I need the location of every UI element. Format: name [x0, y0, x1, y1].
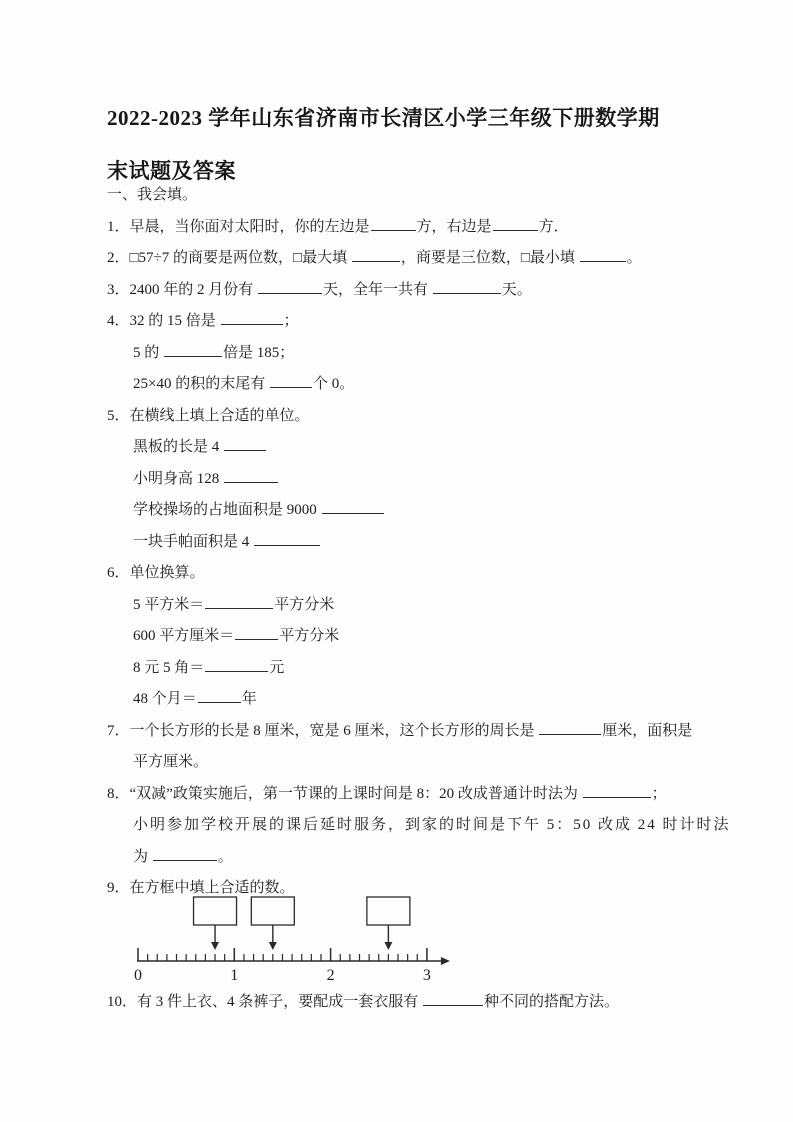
- text-segment: ，商要是三位数，□最小填: [400, 250, 579, 266]
- question-5-item-1: [107, 432, 707, 464]
- question-7-line-1: [107, 716, 707, 748]
- answer-blank: [493, 217, 538, 231]
- text-segment: 倍是 185；: [223, 344, 295, 361]
- answer-blank: [371, 217, 416, 231]
- answer-blank: [153, 847, 217, 861]
- text-segment: ；: [651, 785, 667, 802]
- answer-blank: [224, 437, 266, 451]
- question-6-item-3: [107, 653, 707, 685]
- text-segment: 9．在方框中填上合适的数。: [107, 880, 295, 896]
- fill-in-box: [367, 897, 410, 925]
- text-segment: 6．单位换算。: [107, 565, 205, 581]
- text-segment: 4．32 的 15 倍是: [107, 313, 220, 329]
- text-segment: ；: [283, 313, 299, 329]
- answer-blank: [205, 658, 268, 672]
- answer-blank: [164, 343, 222, 357]
- text-segment: 方．: [538, 218, 569, 235]
- text-segment: 小明身高 128: [133, 470, 224, 487]
- question-8-line-2: [107, 810, 731, 842]
- answer-blank: [198, 689, 241, 703]
- text-segment: 2．□57÷7 的商要是两位数，□最大填: [107, 250, 351, 266]
- answer-blank: [205, 595, 273, 609]
- text-segment: 。: [217, 848, 233, 865]
- answer-blank: [423, 992, 483, 1006]
- answer-blank: [224, 469, 278, 483]
- text-segment: 10．有 3 件上衣、4 条裤子，要配成一套衣服有: [107, 993, 423, 1010]
- text-segment: 8 元 5 角＝: [133, 659, 205, 676]
- title-line-2: 末试题及答案: [107, 159, 236, 183]
- question-4-line-2: [107, 338, 707, 370]
- answer-blank: [433, 280, 501, 294]
- question-5-item-2: [107, 464, 707, 496]
- question-2: [107, 243, 707, 275]
- text-segment: 小明参加学校开展的课后延时服务，到家的时间是下午 5：50 改成 24 时计时法: [133, 817, 731, 833]
- text-segment: 5 平方米＝: [133, 596, 205, 613]
- text-segment: 黑板的长是 4: [133, 439, 224, 455]
- question-5: [107, 401, 707, 433]
- text-segment: 种不同的搭配方法。: [484, 993, 620, 1010]
- text-segment: 平方厘米。: [133, 754, 209, 770]
- answer-blank: [235, 626, 278, 640]
- answer-blank: [539, 721, 601, 735]
- text-segment: 48 个月＝: [133, 691, 197, 707]
- text-segment: 一块手帕面积是 4: [133, 533, 254, 550]
- text-segment: 一、我会填。: [107, 187, 198, 203]
- text-segment: 个 0。: [312, 376, 355, 392]
- text-segment: 8．“双减”政策实施后，第一节课的上课时间是 8：20 改成普通计时法为: [107, 785, 582, 802]
- question-8-line-3: [107, 842, 707, 874]
- text-segment: 为: [133, 848, 152, 865]
- text-segment: 600 平方厘米＝: [133, 628, 235, 644]
- question-6-item-2: [107, 621, 707, 653]
- question-1: [107, 212, 707, 244]
- number-line-svg: [128, 896, 463, 987]
- text-segment: 厘米，面积是: [602, 722, 693, 739]
- text-segment: 平方分米: [274, 596, 335, 613]
- answer-blank: [270, 374, 312, 388]
- answer-blank: [583, 784, 651, 798]
- question-4-line-3: [107, 369, 707, 401]
- page-content: [107, 92, 731, 1018]
- text-segment: 方，右边是: [416, 218, 492, 235]
- text-segment: 3．2400 年的 2 月份有: [107, 281, 258, 298]
- axis-label: 3: [422, 966, 431, 984]
- question-list-after-figure: [107, 987, 707, 1019]
- title-line-1: 2022-2023 学年山东省济南市长清区小学三年级下册数学期: [107, 106, 660, 130]
- answer-blank: [254, 532, 320, 546]
- box-arrowhead-icon: [211, 942, 219, 950]
- question-list-before-figure: [107, 180, 731, 905]
- axis-arrowhead-icon: [441, 957, 450, 965]
- answer-blank: [580, 248, 626, 262]
- text-segment: 学校操场的占地面积是 9000: [133, 502, 321, 518]
- question-10: [107, 987, 707, 1019]
- text-segment: 。: [626, 250, 642, 266]
- question-5-item-4: [107, 527, 707, 559]
- question-6-item-4: [107, 684, 707, 716]
- question-4-line-1: [107, 306, 707, 338]
- question-6: [107, 558, 707, 590]
- axis-label: 1: [230, 966, 239, 984]
- number-line-figure: [128, 896, 707, 987]
- question-8-line-1: [107, 779, 707, 811]
- text-segment: 天。: [501, 281, 532, 298]
- answer-blank: [352, 248, 400, 262]
- axis-label: 2: [326, 966, 335, 984]
- box-arrowhead-icon: [269, 942, 277, 950]
- question-3: [107, 275, 707, 307]
- axis-label: 0: [134, 966, 142, 984]
- text-segment: 1．早晨，当你面对太阳时，你的左边是: [107, 218, 370, 235]
- text-segment: 平方分米: [279, 628, 340, 644]
- answer-blank: [258, 280, 322, 294]
- text-segment: 5 的: [133, 344, 164, 361]
- text-segment: 7．一个长方形的长是 8 厘米，宽是 6 厘米，这个长方形的周长是: [107, 722, 539, 739]
- text-segment: 25×40 的积的末尾有: [133, 376, 269, 392]
- text-segment: 天，全年一共有: [323, 281, 432, 298]
- question-7-line-2: [107, 747, 707, 779]
- text-segment: 元: [269, 659, 285, 676]
- answer-blank: [221, 311, 283, 325]
- question-5-item-3: [107, 495, 707, 527]
- text-segment: 年: [241, 691, 257, 707]
- section-heading: [107, 180, 707, 212]
- answer-blank: [322, 500, 384, 514]
- question-6-item-1: [107, 590, 707, 622]
- box-arrowhead-icon: [384, 942, 392, 950]
- text-segment: 5．在横线上填上合适的单位。: [107, 407, 310, 424]
